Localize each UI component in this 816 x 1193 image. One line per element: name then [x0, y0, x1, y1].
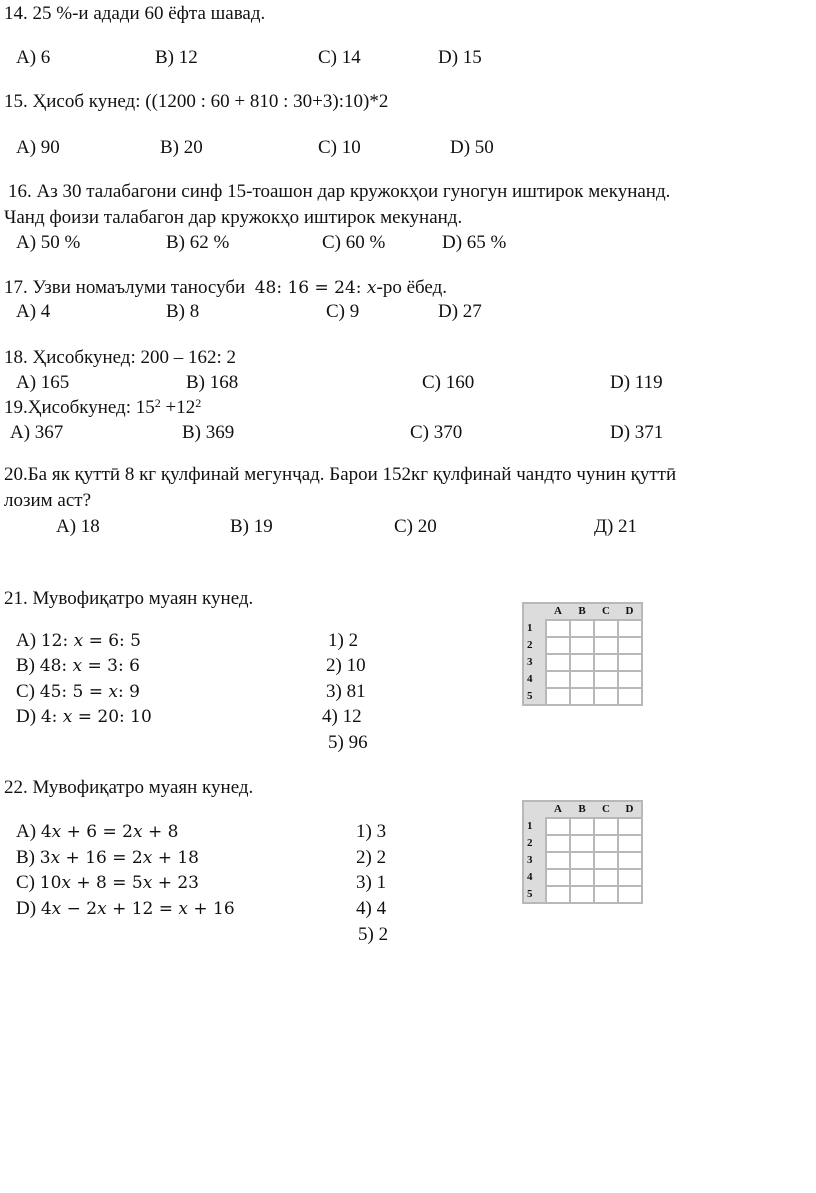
q20-line2: лозим аст? [4, 490, 92, 511]
grid-cell[interactable] [618, 688, 642, 705]
q14-option-c: C) 14 [318, 47, 361, 68]
grid-row-header: 5 [523, 688, 546, 705]
grid-cell[interactable] [594, 654, 618, 671]
q22-title: 22. Мувофиқатро муаян кунед. [4, 777, 254, 798]
q14-option-b: B) 12 [155, 47, 198, 68]
q21-item-a-label: A) [16, 630, 41, 651]
q15-option-a: A) 90 [16, 137, 60, 158]
q22-item-c-eq: 10𝑥 + 8 = 5𝑥 + 23 [39, 873, 199, 893]
grid-cell[interactable] [618, 671, 642, 688]
grid-row-header: 3 [523, 852, 546, 869]
q22-item-c [16, 873, 199, 892]
q22-item-b-eq: 3𝑥 + 16 = 2𝑥 + 18 [39, 848, 199, 868]
q14-text: 14. 25 %-и адади 60 ёфта шавад. [4, 3, 266, 24]
grid-col-header: D [618, 801, 642, 818]
q14-option-d: D) 15 [438, 47, 482, 68]
grid-cell[interactable] [546, 886, 570, 903]
q22-answer-grid [522, 800, 643, 904]
grid-cell[interactable] [570, 654, 594, 671]
grid-cell[interactable] [594, 688, 618, 705]
q21-item-c-label: C) [16, 681, 40, 702]
grid-cell[interactable] [546, 835, 570, 852]
grid-cell[interactable] [546, 620, 570, 637]
q19-prefix: 19.Ҳисобкунед: 15 [4, 397, 155, 418]
q21-item-d-eq: 4: 𝑥 = 20: 10 [40, 707, 152, 727]
q19-option-b: B) 369 [182, 422, 235, 443]
grid-corner [523, 801, 546, 818]
grid-cell[interactable] [618, 835, 642, 852]
q22-answer-2: 2) 2 [356, 847, 387, 868]
q19-middle: +12 [160, 397, 196, 418]
grid-cell[interactable] [594, 671, 618, 688]
grid-row-header: 1 [523, 620, 546, 637]
grid-cell[interactable] [546, 818, 570, 835]
q22-item-a [16, 822, 178, 841]
grid-row-header: 5 [523, 886, 546, 903]
q22-item-a-eq: 4𝑥 + 6 = 2𝑥 + 8 [40, 822, 179, 842]
grid-cell[interactable] [546, 688, 570, 705]
grid-cell[interactable] [594, 835, 618, 852]
q20-option-c: C) 20 [394, 516, 437, 537]
grid-row-header: 4 [523, 671, 546, 688]
q21-item-a-eq: 12: 𝑥 = 6: 5 [40, 631, 141, 651]
grid-col-header: C [594, 603, 618, 620]
q19-exponent-1: 2 [154, 396, 161, 410]
q21-answer-3: 3) 81 [326, 681, 366, 702]
grid-col-header: C [594, 801, 618, 818]
q18-text: 18. Ҳисобкунед: 200 – 162: 2 [4, 347, 237, 368]
q20-option-a: A) 18 [56, 516, 100, 537]
q21-answer-4: 4) 12 [322, 706, 362, 727]
grid-cell[interactable] [618, 869, 642, 886]
q16-option-d: D) 65 % [442, 232, 507, 253]
grid-corner [523, 603, 546, 620]
q18-option-a: A) 165 [16, 372, 70, 393]
q15-option-d: D) 50 [450, 137, 494, 158]
grid-cell[interactable] [546, 852, 570, 869]
q21-answer-1: 1) 2 [328, 630, 359, 651]
grid-row-header: 1 [523, 818, 546, 835]
grid-cell[interactable] [570, 688, 594, 705]
q19-text [4, 398, 201, 417]
q19-exponent-2: 2 [195, 396, 202, 410]
q16-line1: 16. Аз 30 талабагони синф 15-тоашон дар кружокҳои гуногун иштирок мекунанд. [8, 181, 671, 202]
q18-option-b: B) 168 [186, 372, 239, 393]
q21-answer-2: 2) 10 [326, 655, 366, 676]
q22-answer-4: 4) 4 [356, 898, 387, 919]
grid-cell[interactable] [546, 654, 570, 671]
q19-option-a: A) 367 [10, 422, 64, 443]
grid-cell[interactable] [618, 654, 642, 671]
q16-line2: Чанд фоизи талабагон дар кружокҳо иштирок мекунанд. [4, 207, 463, 228]
q15-option-c: C) 10 [318, 137, 361, 158]
q19-option-d: D) 371 [610, 422, 664, 443]
grid-cell[interactable] [618, 852, 642, 869]
q17-prefix: 17. Узви номаълуми таносуби [4, 277, 246, 298]
grid-cell[interactable] [618, 620, 642, 637]
grid-cell[interactable] [570, 835, 594, 852]
q14-option-a: A) 6 [16, 47, 51, 68]
grid-cell[interactable] [570, 637, 594, 654]
grid-col-header: A [546, 603, 570, 620]
grid-cell[interactable] [594, 886, 618, 903]
q22-answer-3: 3) 1 [356, 872, 387, 893]
q21-item-b [16, 656, 140, 675]
q21-answer-5: 5) 96 [328, 732, 368, 753]
q15-text: 15. Ҳисоб кунед: ((1200 : 60 + 810 : 30+3):10)*2 [4, 91, 389, 112]
q22-item-b-label: B) [16, 847, 40, 868]
grid-cell[interactable] [594, 637, 618, 654]
q17-option-b: B) 8 [166, 301, 200, 322]
q22-item-d-eq: 4𝑥 − 2𝑥 + 12 = 𝑥 + 16 [40, 899, 235, 919]
grid-cell[interactable] [594, 818, 618, 835]
grid-cell[interactable] [570, 620, 594, 637]
grid-cell[interactable] [546, 869, 570, 886]
q16-option-c: C) 60 % [322, 232, 386, 253]
q20-line1: 20.Ба як қуттӣ 8 кг қулфинай мегунҷад. Барои 152кг қулфинай чандто чунин қуттӣ [4, 464, 677, 485]
q17-suffix: -ро ёбед. [376, 277, 448, 298]
q21-item-c [16, 682, 140, 701]
q21-item-b-label: B) [16, 655, 40, 676]
q19-option-c: C) 370 [410, 422, 463, 443]
grid-cell[interactable] [618, 886, 642, 903]
q20-option-d: Д) 21 [594, 516, 638, 537]
q15-option-b: B) 20 [160, 137, 203, 158]
grid-cell[interactable] [570, 671, 594, 688]
q22-item-d-label: D) [16, 898, 41, 919]
grid-cell[interactable] [546, 637, 570, 654]
grid-col-header: B [570, 801, 594, 818]
grid-cell[interactable] [570, 818, 594, 835]
q22-item-c-label: C) [16, 872, 40, 893]
q16-option-b: B) 62 % [166, 232, 230, 253]
grid-cell[interactable] [546, 671, 570, 688]
q17-option-d: D) 27 [438, 301, 482, 322]
grid-cell[interactable] [570, 852, 594, 869]
grid-cell[interactable] [570, 869, 594, 886]
grid-cell[interactable] [594, 620, 618, 637]
grid-cell[interactable] [618, 637, 642, 654]
q18-option-c: C) 160 [422, 372, 475, 393]
q21-item-b-eq: 48: 𝑥 = 3: 6 [39, 656, 140, 676]
grid-cell[interactable] [594, 852, 618, 869]
q21-item-c-eq: 45: 5 = 𝑥: 9 [39, 682, 140, 702]
q22-item-d [16, 899, 235, 918]
q17-option-a: A) 4 [16, 301, 51, 322]
q17-equation: 48: 16 = 24: 𝑥 [254, 278, 377, 298]
grid-cell[interactable] [618, 818, 642, 835]
q21-item-d [16, 707, 152, 726]
grid-row-header: 2 [523, 637, 546, 654]
q17-text [4, 278, 447, 297]
q20-option-b: B) 19 [230, 516, 273, 537]
q16-option-a: A) 50 % [16, 232, 81, 253]
q22-answer-1: 1) 3 [356, 821, 387, 842]
q22-answer-5: 5) 2 [358, 924, 389, 945]
grid-row-header: 2 [523, 835, 546, 852]
q21-title: 21. Мувофиқатро муаян кунед. [4, 588, 254, 609]
grid-cell[interactable] [594, 869, 618, 886]
grid-row-header: 4 [523, 869, 546, 886]
grid-row-header: 3 [523, 654, 546, 671]
grid-col-header: D [618, 603, 642, 620]
q18-option-d: D) 119 [610, 372, 663, 393]
q21-answer-grid [522, 602, 643, 706]
grid-col-header: B [570, 603, 594, 620]
q21-item-d-label: D) [16, 706, 41, 727]
q22-item-a-label: A) [16, 821, 41, 842]
q22-item-b [16, 848, 199, 867]
q17-option-c: C) 9 [326, 301, 360, 322]
q21-item-a [16, 631, 141, 650]
grid-col-header: A [546, 801, 570, 818]
grid-cell[interactable] [570, 886, 594, 903]
